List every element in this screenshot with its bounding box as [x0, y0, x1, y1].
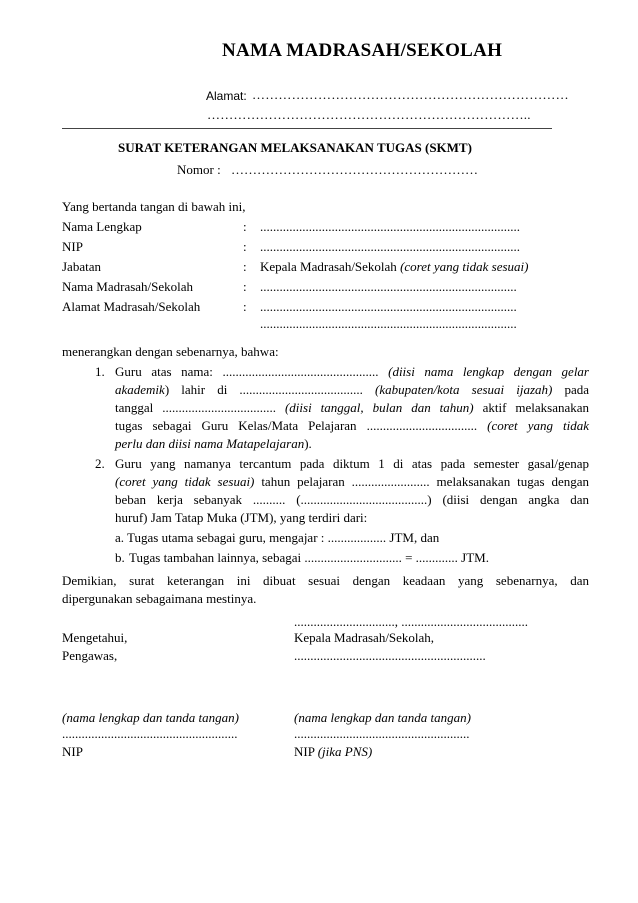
address-line-1: ……………………………………………………………… — [252, 87, 569, 102]
list-item-line: Guru yang namanya tercantum pada diktum 1 di atas pada semester gasal/genap — [115, 456, 589, 471]
field-colon: : — [243, 239, 247, 254]
intro-text: Yang bertanda tangan di bawah ini, — [62, 199, 246, 214]
field-value-continuation: ............................................................................... — [260, 316, 517, 331]
field-label: Alamat Madrasah/Sekolah — [62, 299, 201, 314]
field-value: ............................................................................... — [260, 279, 517, 294]
sub-item-b-number: b. — [115, 550, 125, 565]
list-number: 1. — [95, 364, 105, 379]
sub-item-b: Tugas tambahan lainnya, sebagai .............................. = ............. JTM. — [129, 550, 489, 565]
field-colon: : — [243, 299, 247, 314]
statement-text: menerangkan dengan sebenarnya, bahwa: — [62, 344, 279, 359]
letter-number-label: Nomor : — [177, 162, 221, 177]
acknowledged-label: Mengetahui, — [62, 630, 128, 645]
field-value: ................................................................................ — [260, 239, 520, 254]
place-date-field: ..............................., ....................................... — [294, 614, 528, 629]
field-value: ............................................................................... — [260, 299, 517, 314]
principal-label: Kepala Madrasah/Sekolah, — [294, 630, 435, 645]
field-label: NIP — [62, 239, 83, 254]
list-item-line: beban kerja sebanyak .......... (.......................................) (diisi dengan angka dan — [115, 492, 589, 507]
closing-line: Demikian, surat keterangan ini dibuat sesuai dengan keadaan yang sebenarnya, dan — [62, 573, 589, 588]
closing-line: dipergunakan sebagaimana mestinya. — [62, 591, 257, 606]
field-colon: : — [243, 219, 247, 234]
address-label: Alamat: — [206, 89, 247, 103]
supervisor-signature-line: ...................................................... — [62, 726, 238, 741]
field-label: Nama Lengkap — [62, 219, 142, 234]
list-item-line: (coret yang tidak sesuai) tahun pelajaran ........................ melaksanakan tugas dengan — [115, 474, 589, 489]
list-item-line: perlu dan diisi nama Matapelajaran). — [115, 436, 312, 451]
field-label: Nama Madrasah/Sekolah — [62, 279, 194, 294]
principal-name-note: (nama lengkap dan tanda tangan) — [294, 710, 471, 725]
list-item-line: tanggal ................................... (diisi tanggal, bulan dan tahun) aktif melaksanakan — [115, 400, 590, 415]
sub-item-a: a. Tugas utama sebagai guru, mengajar : .................. JTM, dan — [115, 530, 440, 545]
field-colon: : — [243, 259, 247, 274]
principal-signature-line: ...................................................... — [294, 726, 470, 741]
letter-title: SURAT KETERANGAN MELAKSANAKAN TUGAS (SKMT) — [118, 140, 472, 155]
list-item-line: Guru atas nama: ................................................ (diisi nama lengkap dengan gelar — [115, 364, 589, 379]
supervisor-label: Pengawas, — [62, 648, 118, 663]
list-item-line: tugas sebagai Guru Kelas/Mata Pelajaran .................................. (coret yang tidak — [115, 418, 589, 433]
supervisor-name-note: (nama lengkap dan tanda tangan) — [62, 710, 239, 725]
list-item-line: akademik) lahir di ...................................... (kabupaten/kota sesuai ijazah) pada — [115, 382, 590, 397]
principal-institution-field: ........................................................... — [294, 648, 486, 663]
list-item-line: huruf) Jam Tatap Muka (JTM), yang terdiri dari: — [115, 510, 368, 525]
supervisor-nip-label: NIP — [62, 744, 83, 759]
list-number: 2. — [95, 456, 105, 471]
principal-nip-label: NIP (jika PNS) — [294, 744, 373, 759]
field-value: ................................................................................ — [260, 219, 520, 234]
field-value: Kepala Madrasah/Sekolah (coret yang tidak sesuai) — [260, 259, 529, 274]
field-colon: : — [243, 279, 247, 294]
school-name-title: NAMA MADRASAH/SEKOLAH — [222, 40, 503, 61]
field-label: Jabatan — [62, 259, 101, 274]
header-divider — [62, 128, 552, 129]
letter-number-field: ………………………………………………… — [231, 162, 478, 177]
address-line-2: ……………………………………………………………….. — [207, 107, 531, 122]
